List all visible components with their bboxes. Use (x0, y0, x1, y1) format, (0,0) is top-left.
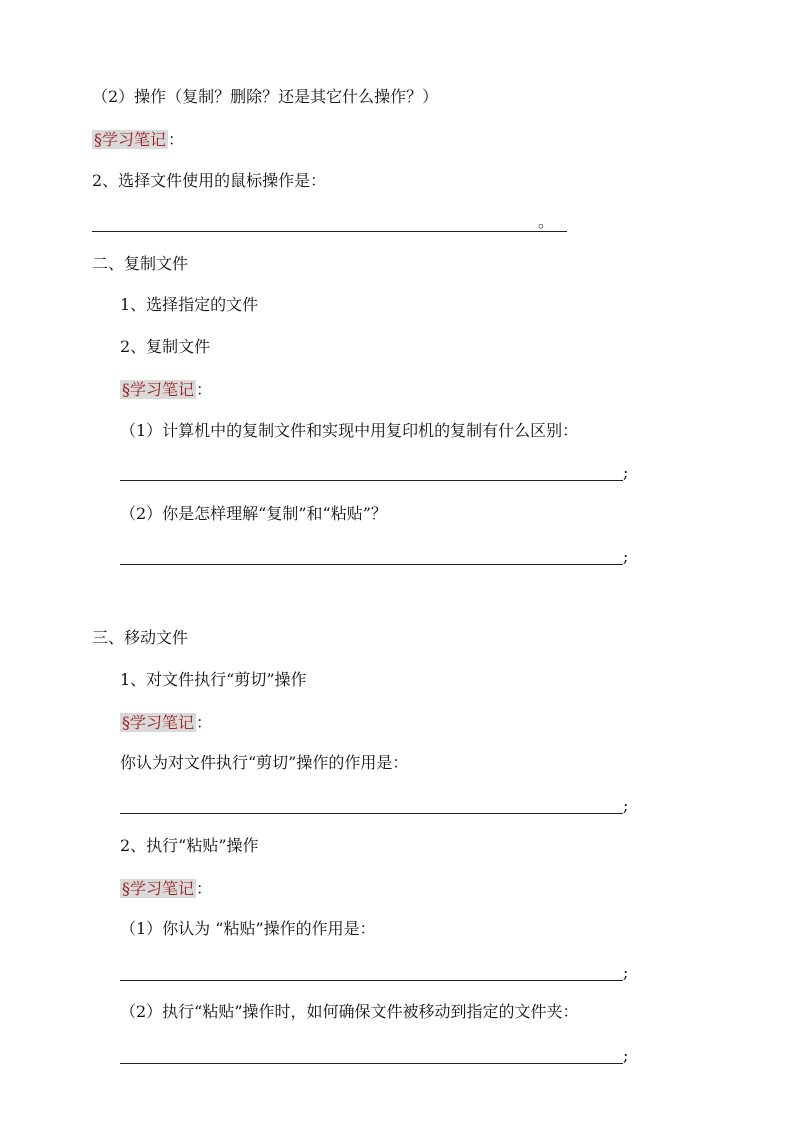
answer-end-mark: 。 (538, 212, 555, 231)
answer-end-mark: ; (623, 796, 629, 815)
question-paste-purpose: （1）你认为 “粘贴”操作的作用是： (120, 919, 376, 938)
study-note-colon: ： (168, 130, 185, 149)
study-note-label: §学习笔记 (122, 879, 195, 898)
answer-blank[interactable] (120, 480, 623, 481)
study-note-label: §学习笔记 (122, 380, 195, 399)
study-note-heading (92, 127, 184, 151)
answer-blank[interactable] (92, 231, 567, 232)
question-copy-paste: （2）你是怎样理解“复制”和“粘贴”？ (120, 504, 387, 523)
answer-end-mark: ; (623, 463, 629, 482)
answer-end-mark: ; (623, 547, 629, 566)
study-note-heading (120, 710, 212, 734)
study-note-colon: ： (196, 380, 213, 399)
answer-end-mark: ; (623, 963, 629, 982)
study-note-heading (120, 876, 212, 900)
question-cut-purpose: 你认为对文件执行“剪切”操作的作用是： (120, 753, 409, 772)
study-note-heading (120, 377, 212, 401)
answer-blank[interactable] (120, 1063, 623, 1064)
section-title-copy: 二、复制文件 (92, 254, 189, 273)
question-operation: （2）操作（复制？删除？还是其它什么操作？） (92, 87, 439, 106)
item-mouse-operation: 2、选择文件使用的鼠标操作是： (92, 171, 327, 190)
item-paste: 2、执行“粘贴”操作 (120, 836, 259, 855)
answer-end-mark: ; (623, 1046, 629, 1065)
answer-blank[interactable] (120, 813, 623, 814)
study-note-colon: ： (196, 879, 213, 898)
item-select-file: 1、选择指定的文件 (120, 295, 259, 314)
item-copy-file: 2、复制文件 (120, 337, 211, 356)
answer-blank[interactable] (120, 980, 623, 981)
item-cut-file: 1、对文件执行“剪切”操作 (120, 670, 307, 689)
answer-blank[interactable] (120, 564, 623, 565)
study-note-colon: ： (196, 713, 213, 732)
section-title-move: 三、移动文件 (92, 628, 189, 647)
study-note-label: §学习笔记 (94, 130, 167, 149)
question-paste-destination: （2）执行“粘贴”操作时，如何确保文件被移动到指定的文件夹： (120, 1002, 579, 1021)
question-copy-difference: （1）计算机中的复制文件和实现中用复印机的复制有什么区别： (120, 421, 579, 440)
study-note-label: §学习笔记 (122, 713, 195, 732)
